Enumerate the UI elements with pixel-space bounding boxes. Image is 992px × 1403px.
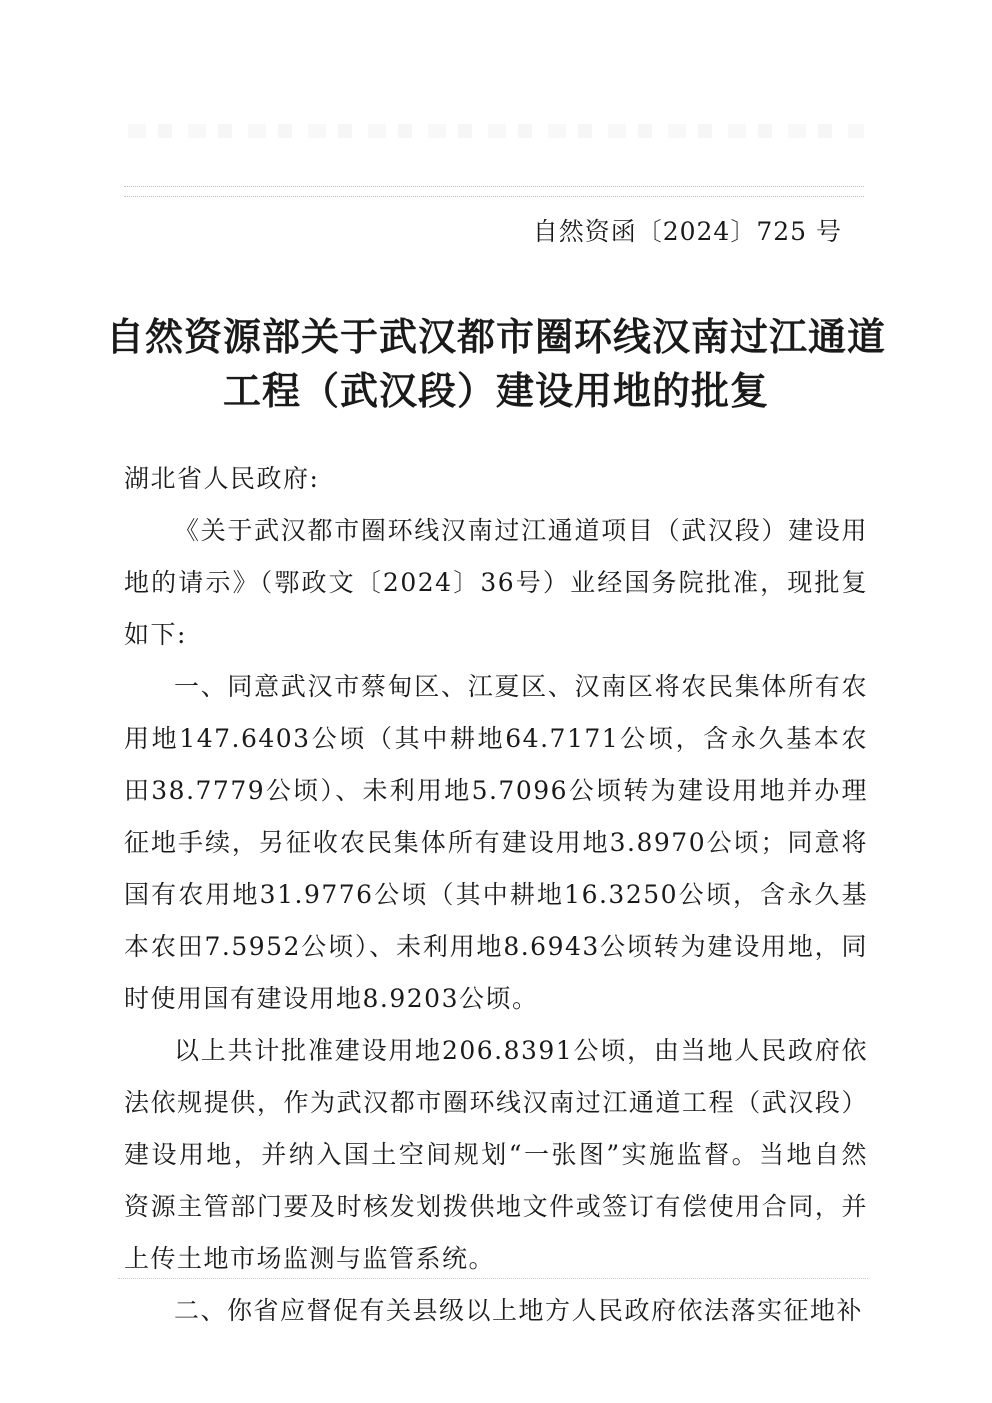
document-body [124,453,868,1337]
title-line-1: 自然资源部关于武汉都市圈环线汉南过江通道 [105,315,886,359]
header-divider-top [124,186,864,187]
header-divider-bottom [124,196,864,197]
document-title [100,310,892,418]
document-number: 自然资函〔2024〕725 号 [532,217,842,246]
scan-header-residue [128,124,864,138]
paragraph-item-2: 二、你省应督促有关县级以上地方人民政府依法落实征地补 [174,1296,864,1325]
title-line-2: 工程（武汉段）建设用地的批复 [222,369,769,413]
paragraph-total: 以上共计批准建设用地206.8391公顷，由当地人民政府依法依规提供，作为武汉都市圈环线汉南过江通道工程（武汉段）建设用地，并纳入国土空间规划“一张图”实施监督。当地自然资源主管部门要及时核发划拨供地文件或签订有偿使用合同，并上传土地市场监测与监管系统。 [124,1036,868,1273]
paragraph-item-1: 一、同意武汉市蔡甸区、江夏区、汉南区将农民集体所有农用地147.6403公顷（其中耕地64.7171公顷，含永久基本农田38.7779公顷）、未利用地5.7096公顷转为建设用地并办理征地手续，另征收农民集体所有建设用地3.8970公顷；同意将国有农用地31.9776公顷（其中耕地16.3250公顷，含永久基本农田7.5952公顷）、未利用地8.6943公顷转为建设用地，同时使用国有建设用地8.9203公顷。 [124,672,868,1013]
footer-divider [118,1278,868,1279]
paragraph-request: 《关于武汉都市圈环线汉南过江通道项目（武汉段）建设用地的请示》（鄂政文〔2024〕36号）业经国务院批准，现批复如下: [124,516,868,649]
salutation: 湖北省人民政府: [124,464,320,493]
